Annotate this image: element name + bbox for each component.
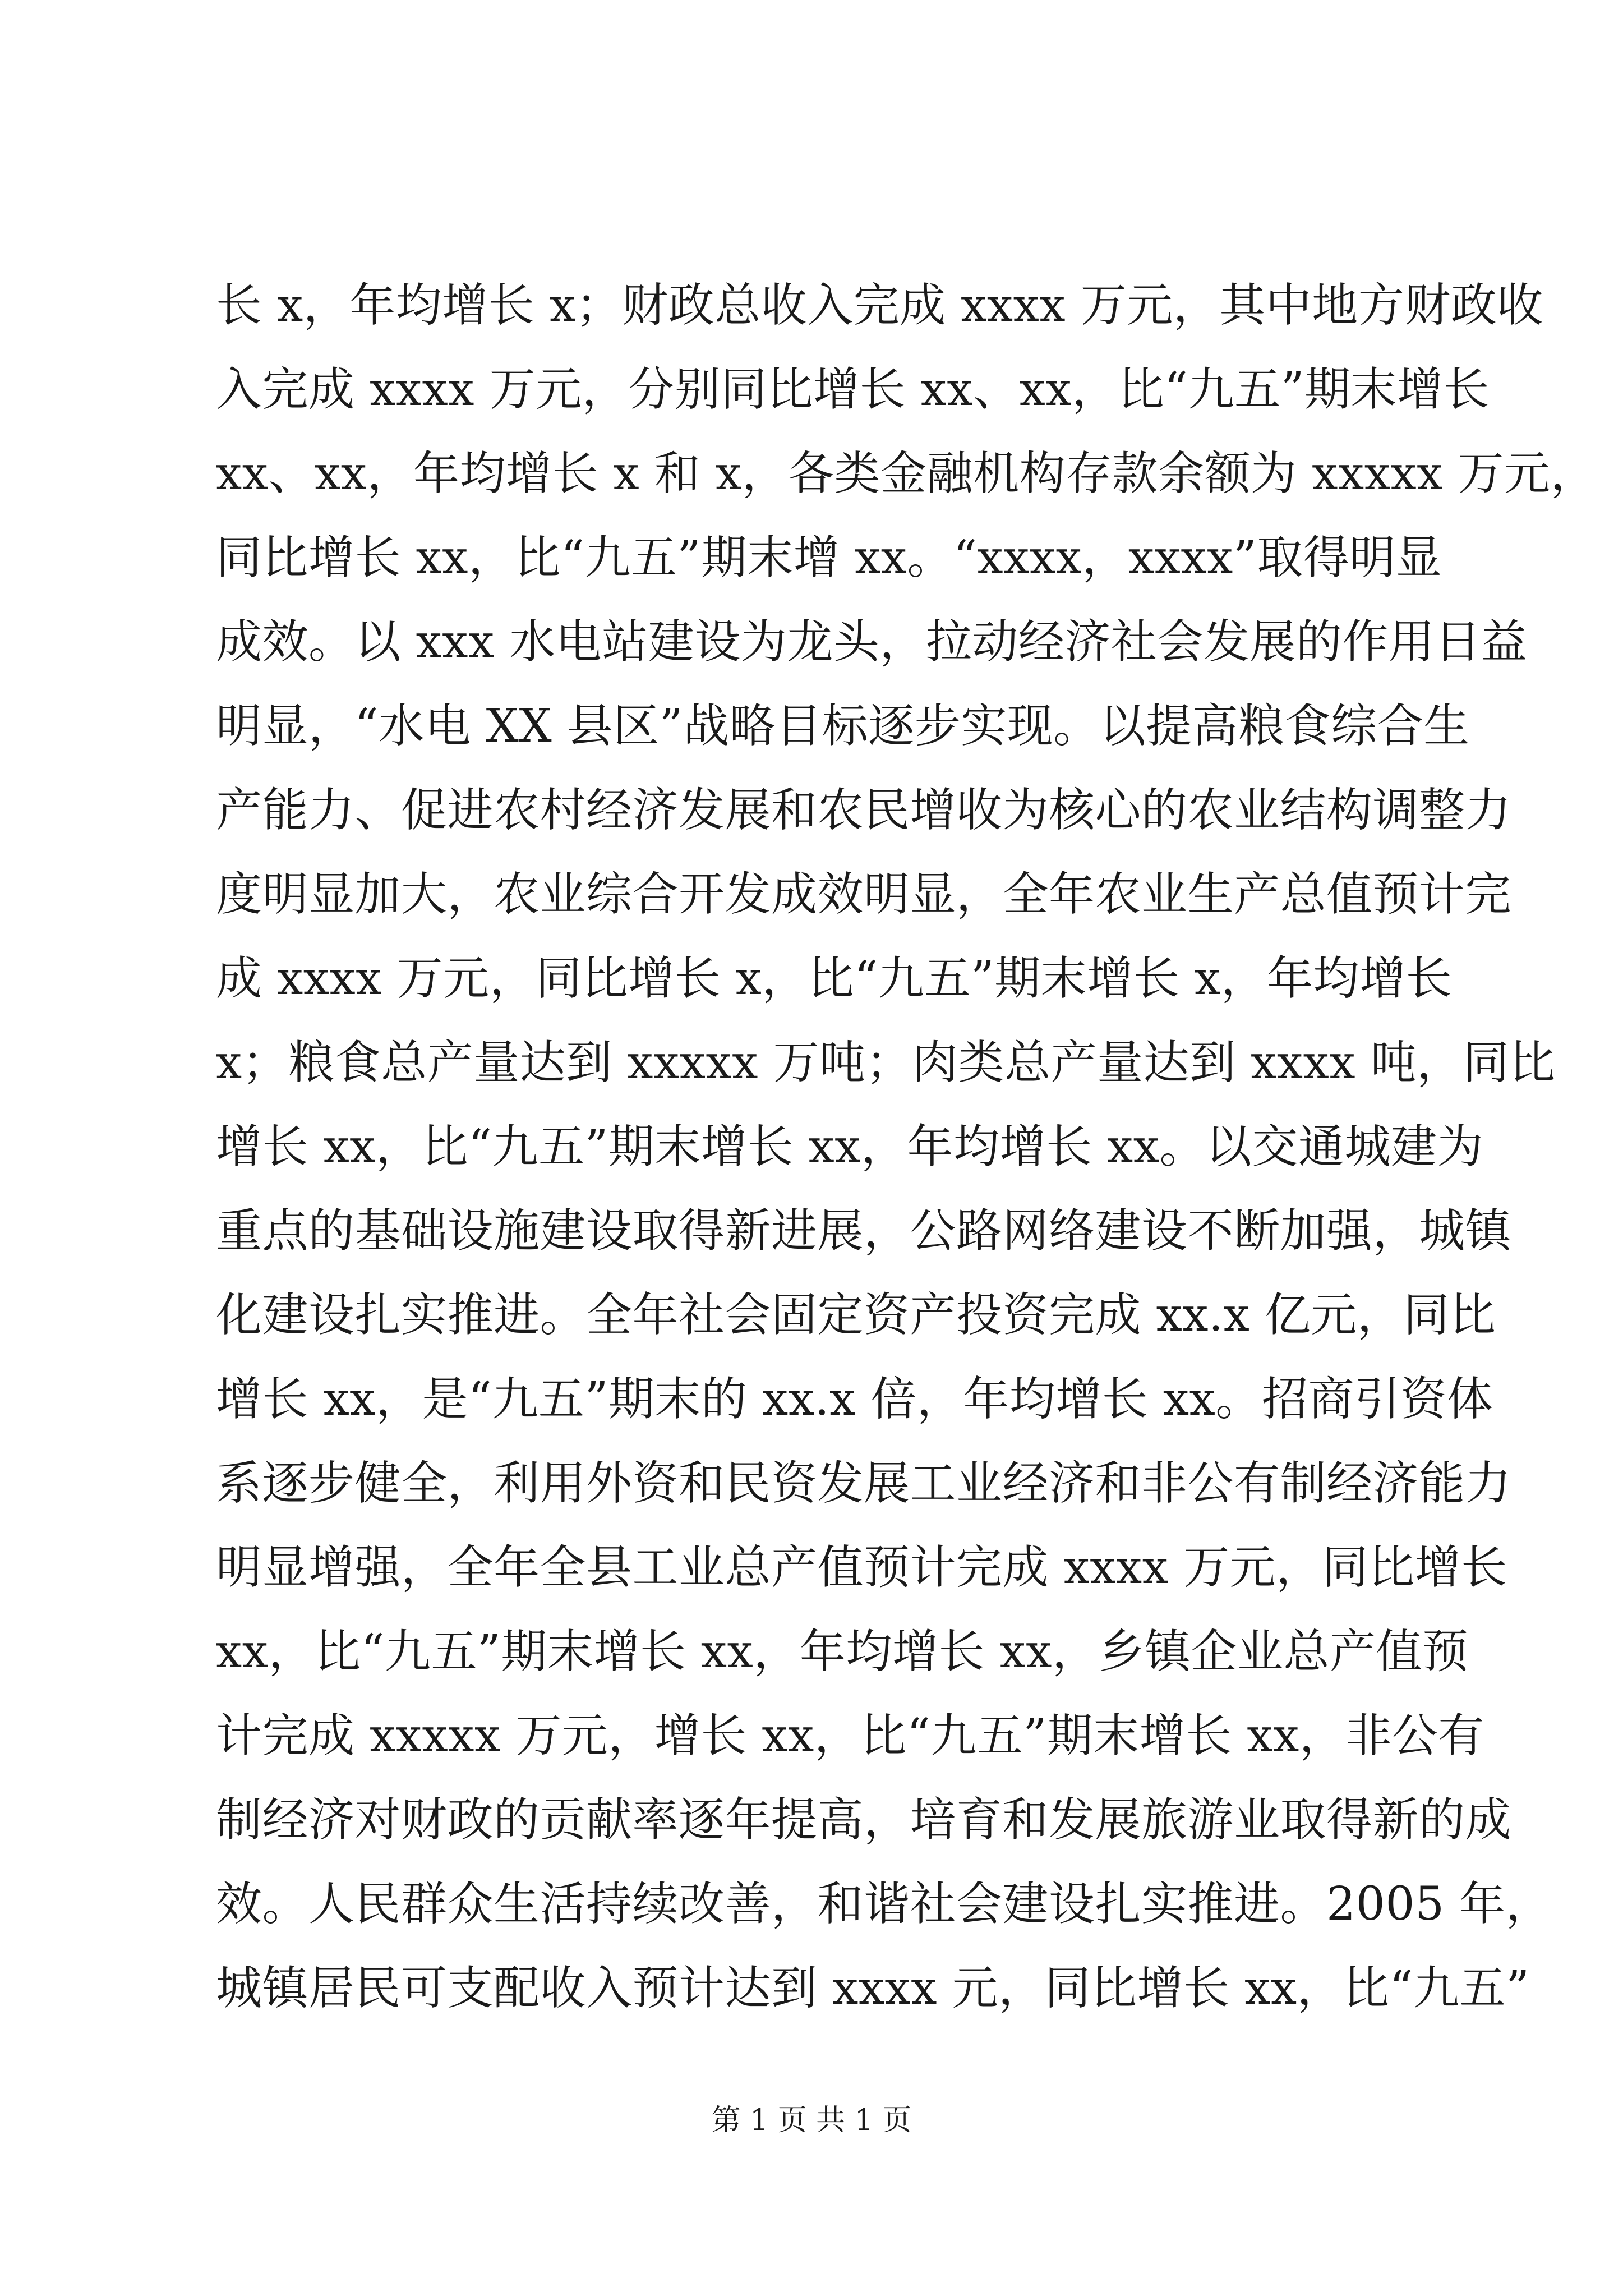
text-line: 同比增长 xx，比“九五”期末增 xx。“xxxx，xxxx”取得明显: [216, 531, 1442, 585]
text-line: 计完成 xxxxx 万元，增长 xx，比“九五”期末增长 xx，非公有: [216, 1709, 1484, 1763]
text-line: 明显，“水电 XX 县区”战略目标逐步实现。以提高粮食综合生: [216, 700, 1470, 753]
text-line: 产能力、促进农村经济发展和农民增收为核心的农业结构调整力: [216, 784, 1512, 837]
text-line: 化建设扎实推进。全年社会固定资产投资完成 xx.x 亿元，同比: [216, 1289, 1496, 1342]
text-line: 长 x，年均增长 x；财政总收入完成 xxxx 万元，其中地方财政收: [216, 279, 1543, 332]
text-line: 城镇居民可支配收入预计达到 xxxx 元，同比增长 xx，比“九五”: [216, 1962, 1530, 2015]
text-line: 成 xxxx 万元，同比增长 x，比“九五”期末增长 x，年均增长: [216, 952, 1453, 1005]
text-line: xx、xx，年均增长 x 和 x，各类金融机构存款余额为 xxxxx 万元，: [216, 447, 1597, 500]
text-line: 增长 xx，是“九五”期末的 xx.x 倍，年均增长 xx。招商引资体: [216, 1373, 1493, 1426]
text-line: 重点的基础设施建设取得新进展，公路网络建设不断加强，城镇: [216, 1204, 1512, 1258]
text-line: 增长 xx，比“九五”期末增长 xx，年均增长 xx。以交通城建为: [216, 1120, 1484, 1174]
text-line: 成效。以 xxx 水电站建设为龙头，拉动经济社会发展的作用日益: [216, 615, 1528, 669]
text-line: 制经济对财政的贡献率逐年提高，培育和发展旅游业取得新的成: [216, 1793, 1512, 1847]
text-line: 度明显加大，农业综合开发成效明显，全年农业生产总值预计完: [216, 868, 1512, 921]
text-line: 入完成 xxxx 万元，分别同比增长 xx、xx，比“九五”期末增长: [216, 363, 1490, 416]
page-number-label: 第 1 页 共 1 页: [711, 2104, 912, 2137]
text-line: 明显增强，全年全县工业总产值预计完成 xxxx 万元，同比增长: [216, 1541, 1507, 1594]
text-line: 系逐步健全，利用外资和民资发展工业经济和非公有制经济能力: [216, 1457, 1512, 1510]
page-footer: [0, 2098, 1623, 2143]
body-text: [216, 264, 1597, 2031]
text-line: x；粮食总产量达到 xxxxx 万吨；肉类总产量达到 xxxx 吨，同比: [216, 1036, 1556, 1089]
text-line: 效。人民群众生活持续改善，和谐社会建设扎实推进。2005 年，: [216, 1878, 1552, 1931]
text-line: xx，比“九五”期末增长 xx，年均增长 xx，乡镇企业总产值预: [216, 1625, 1469, 1678]
